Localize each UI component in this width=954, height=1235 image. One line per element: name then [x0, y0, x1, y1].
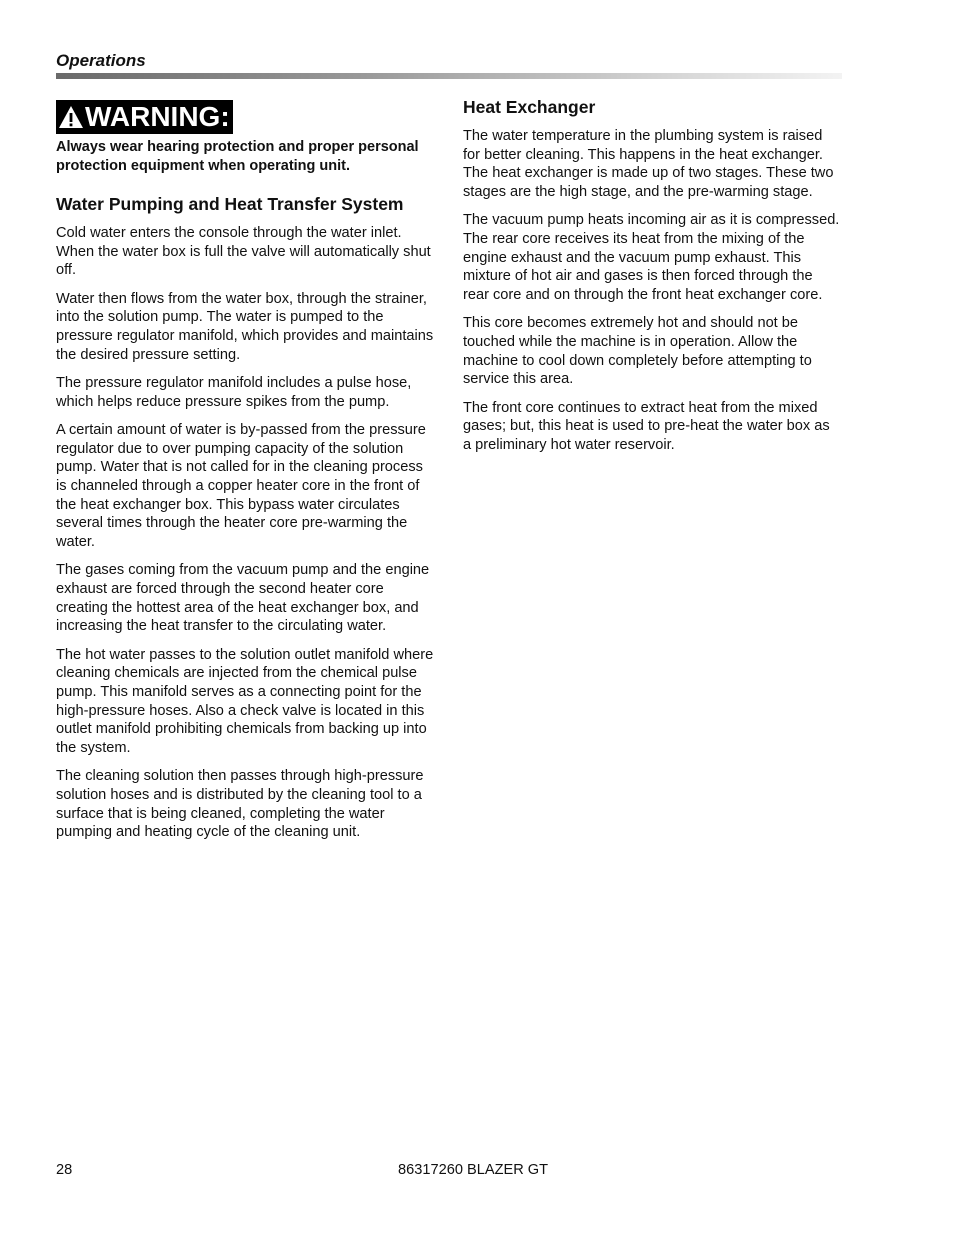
- left-heading: Water Pumping and Heat Transfer System: [56, 194, 404, 214]
- document-id: 86317260 BLAZER GT: [398, 1162, 549, 1178]
- paragraph: The front core continues to extract heat from the mixed gases; but, this heat is used to pre-heat the water box as a preliminary hot water reservoir.: [463, 399, 830, 454]
- paragraph: Water then flows from the water box, through the strainer, into the solution pump. The water is pumped to the pressure regulator manifold, which provides and maintains the desired pressure setting.: [56, 290, 434, 363]
- section-title: Operations: [56, 51, 146, 70]
- paragraph: A certain amount of water is by-passed from the pressure regulator due to over pumping capacity of the solution pump. Water that is not called for in the cleaning process is channeled through a copper heater core in the front of the heat exchanger box. This bypass water circulates several times through the heater core pre-warming the water.: [56, 421, 426, 551]
- paragraph: The cleaning solution then passes through high-pressure solution hoses and is distributed by the cleaning tool to a surface that is being cleaned, completing the water pumping and heating cycle of the cleaning unit.: [56, 768, 424, 841]
- paragraph: The pressure regulator manifold includes a pulse hose, which helps reduce pressure spikes from the pump.: [56, 374, 412, 410]
- paragraph: This core becomes extremely hot and should not be touched while the machine is in operation. Allow the machine to cool down completely before attempting to service this area.: [463, 315, 812, 388]
- warning-label: WARNING:: [85, 101, 230, 132]
- left-column: [56, 100, 434, 852]
- warning-badge: [56, 100, 233, 134]
- paragraph: The water temperature in the plumbing system is raised for better cleaning. This happens in the heat exchanger. The heat exchanger is made up of two stages. These two stages are the high stage, and the pre-warming stage.: [463, 128, 834, 201]
- page-number: 28: [56, 1162, 73, 1178]
- right-heading: Heat Exchanger: [463, 97, 596, 117]
- warning-text: Always wear hearing protection and proper personal protection equipment when operating unit.: [56, 139, 419, 174]
- header-rule: [56, 73, 842, 79]
- warning-triangle-icon: [58, 104, 84, 130]
- paragraph: The gases coming from the vacuum pump and the engine exhaust are forced through the second heater core creating the hottest area of the heat exchanger box, and increasing the heat transfer to the circulating water.: [56, 562, 430, 635]
- paragraph: The hot water passes to the solution outlet manifold where cleaning chemicals are injected from the chemical pulse pump. This manifold serves as a connecting point for the high-pressure hoses. Also a check valve is located in this outlet manifold prohibiting chemicals from backing up into the system.: [56, 646, 434, 757]
- paragraph: The vacuum pump heats incoming air as it is compressed. The rear core receives its heat from the mixing of the engine exhaust and the vacuum pump exhaust. This mixture of hot air and gases is then forced through the rear core and on through the front heat exchanger core.: [463, 212, 840, 304]
- paragraph: Cold water enters the console through the water inlet. When the water box is full the valve will automatically shut off.: [56, 225, 431, 279]
- right-column: [463, 96, 841, 464]
